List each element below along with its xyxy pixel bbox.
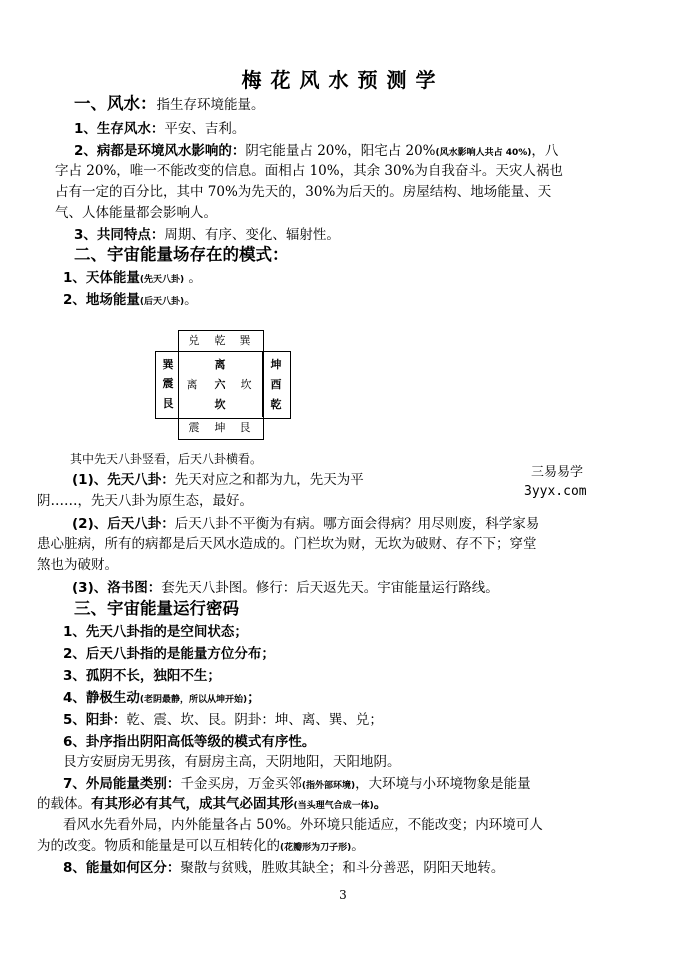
watermark-text: 三易易学 (531, 465, 584, 480)
item-1-2 (74, 143, 558, 162)
para-xiantian-lead: (1)、先天八卦： (72, 472, 175, 488)
item-3-7-line2-tail: 。 (373, 796, 388, 812)
item-1-3-text: 周期、有序、变化、辐射性。 (164, 227, 340, 243)
item-3-7-line4-note: (花瓣形为刀子形) (280, 843, 352, 853)
section-3-heading: 三、宇宙能量运行密码 (74, 599, 239, 618)
item-3-7-lead: 7、外局能量类别： (63, 776, 181, 792)
para-houtian-line2: 患心脏病，所有的病都是后天风水造成的。门栏坎为财，无坎为破财、存不下；穿堂 (37, 536, 537, 552)
para-houtian-text: 后天八卦不平衡为有病。哪方面会得病？用尽则废，科学家易 (174, 516, 540, 532)
section-1-heading: 一、风水： (74, 94, 157, 113)
bagua-center-mid: 六 (214, 378, 226, 391)
item-3-5 (63, 712, 383, 729)
item-2-1-lead: 1、天体能量 (63, 270, 140, 286)
para-luoshu (72, 580, 499, 597)
item-1-1 (74, 121, 245, 138)
item-2-2-note: (后天八卦) (139, 297, 185, 307)
bagua-bottom-3: 艮 (239, 421, 251, 434)
bagua-top-1: 兑 (188, 334, 200, 347)
item-3-5-lead: 5、阳卦： (63, 712, 127, 728)
section-1 (74, 95, 265, 114)
item-1-2-line3: 占有一定的百分比，其中 70%为先天的，30%为后天的。房屋结构、地场能量、天 (55, 184, 552, 200)
para-houtian (72, 516, 539, 533)
item-3-7-line2-b: 有其形必有其气，成其气必固其形 (91, 796, 294, 812)
item-2-1-note: (先天八卦) (139, 275, 185, 285)
para-houtian-line3: 煞也为破财。 (37, 557, 118, 573)
bagua-left-3: 艮 (162, 397, 174, 410)
item-2-2 (63, 292, 198, 311)
item-1-2-text: 阴宅能量占 20%，阳宅占 20% (245, 143, 436, 159)
page-title: 梅花风水预测学 (241, 68, 445, 92)
item-3-8-lead: 8、能量如何区分： (63, 860, 181, 876)
bagua-top-3: 巽 (239, 334, 251, 347)
diagram-note: 其中先天八卦竖看，后天八卦横看。 (70, 452, 263, 466)
item-1-2-note: (风水影响人共占 40%) (435, 148, 532, 158)
item-3-7-text: 千金买房，万金买邻 (180, 776, 302, 792)
item-3-7-line4-tail: 。 (351, 838, 365, 854)
bagua-center-right: 坎 (240, 378, 252, 391)
para-luoshu-lead: (3)、洛书图： (72, 580, 162, 596)
item-3-4-lead: 4、静极生动 (63, 690, 140, 706)
bagua-center-bottom: 坎 (214, 398, 226, 411)
section-2-heading: 二、宇宙能量场存在的模式： (74, 245, 289, 264)
bagua-top-2: 乾 (214, 334, 226, 347)
item-3-7-line2 (37, 796, 387, 815)
item-1-2-lead: 2、病都是环境风水影响的： (74, 143, 246, 159)
page-number: 3 (339, 888, 347, 902)
item-3-7-line4-a: 为的改变。物质和能量是可以互相转化的 (37, 838, 280, 854)
bagua-right-2: 酉 (270, 378, 282, 391)
bagua-center-top: 离 (214, 358, 226, 371)
item-1-2-line2: 字占 20%，唯一不能改变的信息。面相占 10%，其余 30%为自我奋斗。天灾人祸也 (55, 163, 563, 179)
item-3-4 (63, 690, 261, 709)
section-1-heading-text: 指生存环境能量。 (156, 97, 265, 113)
item-2-1 (63, 270, 202, 289)
item-3-7 (63, 776, 531, 795)
bagua-bottom-1: 震 (188, 421, 200, 434)
item-1-1-text: 平安、吉利。 (164, 121, 246, 137)
item-3-6-note: 艮方安厨房无男孩，有厨房主高，天阴地阳，天阳地阴。 (63, 754, 401, 770)
item-3-7-line2-a: 的载体。 (37, 796, 91, 812)
item-3-7-line4 (37, 838, 365, 857)
bagua-right-3: 乾 (270, 398, 282, 411)
item-3-1: 1、先天八卦指的是空间状态； (63, 624, 248, 640)
item-2-2-tail: 。 (184, 292, 198, 308)
para-xiantian-line2: 阴……，先天八卦为原生态，最好。 (37, 493, 253, 509)
item-3-3: 3、孤阴不长，独阳不生； (63, 668, 221, 684)
para-houtian-lead: (2)、后天八卦： (72, 516, 175, 532)
bagua-left-2: 震 (162, 377, 174, 390)
item-3-5-text: 乾、震、坎、艮。阴卦：坤、离、巽、兑； (126, 712, 383, 728)
item-3-4-tail: ； (247, 690, 261, 706)
item-1-3 (74, 227, 340, 244)
para-xiantian-text: 先天对应之和都为九，先天为平 (174, 472, 364, 488)
item-1-3-lead: 3、共同特点： (74, 227, 165, 243)
item-3-7-line3: 看风水先看外局，内外能量各占 50%。外环境只能适应，不能改变；内环境可人 (63, 817, 543, 833)
item-3-8 (63, 860, 504, 877)
bagua-left-1: 巽 (162, 358, 174, 371)
watermark-url: 3yyx.com (524, 484, 587, 499)
item-3-2: 2、后天八卦指的是能量方位分布； (63, 646, 275, 662)
item-3-6: 6、卦序指出阴阳高低等级的模式有序性。 (63, 734, 316, 750)
item-3-4-note: (老阴最静，所以从坤开始) (139, 695, 248, 705)
item-3-7-line2-note: (当头理气合成一体) (293, 801, 374, 811)
item-1-1-lead: 1、生存风水： (74, 121, 165, 137)
item-3-7-tail: ，大环境与小环境物象是能量 (355, 776, 531, 792)
item-3-7-note: (指外部环境) (301, 781, 356, 791)
bagua-bottom-2: 坤 (214, 421, 226, 434)
item-3-8-text: 聚散与贫贱，胜败其缺全；和斗分善恶，阴阳天地转。 (180, 860, 505, 876)
bagua-right-1: 坤 (270, 358, 282, 371)
item-1-2-tail: ，八 (531, 143, 559, 159)
bagua-center-left: 离 (186, 378, 198, 391)
item-2-2-lead: 2、地场能量 (63, 292, 140, 308)
item-1-2-line4: 气、人体能量都会影响人。 (55, 205, 217, 221)
para-luoshu-text: 套先天八卦图。修行：后天返先天。宇宙能量运行路线。 (161, 580, 499, 596)
item-2-1-tail: 。 (184, 270, 202, 286)
para-xiantian (72, 472, 364, 489)
